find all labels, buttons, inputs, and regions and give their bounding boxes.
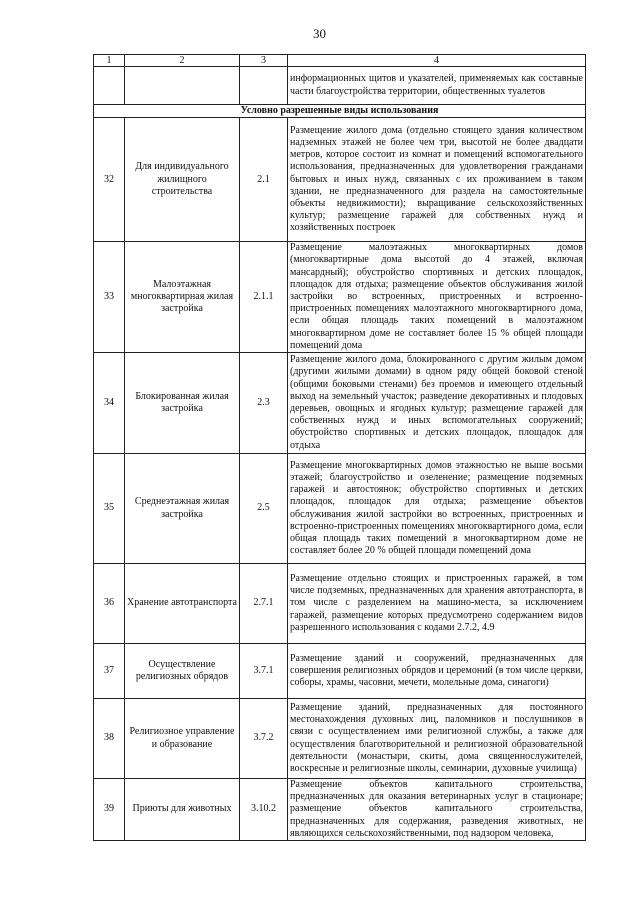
- row-number: 34: [94, 353, 125, 454]
- land-use-table: [93, 54, 586, 841]
- land-use-code: 2.5: [240, 454, 288, 564]
- land-use-description: Размещение объектов капитального строительства, предназначенных для оказания ветеринарных услуг в стационаре; размещение объектов капитального строительства, предназначенных для содержания, разведения животных, не являющихся сельскохозяйственными, под надзором человека,: [288, 779, 586, 841]
- header-cell-name: 2: [125, 55, 240, 67]
- page-number: 30: [313, 26, 326, 41]
- row-number: 33: [94, 242, 125, 353]
- row-number: 39: [94, 779, 125, 841]
- row-number: 32: [94, 118, 125, 242]
- land-use-code: 3.7.1: [240, 644, 288, 699]
- land-use-code: 3.10.2: [240, 779, 288, 841]
- row-number: 38: [94, 699, 125, 779]
- land-use-description: Размещение зданий, предназначенных для постоянного местонахождения духовных лиц, паломников и послушников в связи с осуществлением ими религиозной службы, а также для осуществления благотворительной и религиозной образовательной деятельности (монастыри, скиты, дома священнослужителей, воскресные и религиозные школы, семинарии, духовные училища): [288, 699, 586, 779]
- header-cell-number: 1: [94, 55, 125, 67]
- table-row: [94, 564, 586, 644]
- table-row: [94, 454, 586, 564]
- land-use-code: 2.1: [240, 118, 288, 242]
- continuation-text: информационных щитов и указателей, применяемых как составные части благоустройства территории, общественных туалетов: [288, 67, 586, 105]
- land-use-code: 3.7.2: [240, 699, 288, 779]
- land-use-code: 2.1.1: [240, 242, 288, 353]
- land-use-name: Среднеэтажная жилая застройка: [125, 454, 240, 564]
- land-use-name: Для индивидуального жилищного строительства: [125, 118, 240, 242]
- header-cell-code: 3: [240, 55, 288, 67]
- land-use-description: Размещение отдельно стоящих и пристроенных гаражей, в том числе подземных, предназначенных для хранения автотранспорта, в том числе с разделением на машино-места, за исключением гаражей, размещение которых предусмотрено содержанием видов разрешенного использования с кодами 2.7.2, 4.9: [288, 564, 586, 644]
- section-title: Условно разрешенные виды использования: [94, 105, 586, 118]
- land-use-name: Религиозное управление и образование: [125, 699, 240, 779]
- continuation-row: [94, 67, 586, 105]
- land-use-description: Размещение многоквартирных домов этажностью не выше восьми этажей; благоустройство и озеленение; размещение подземных гаражей и автостоянок; обустройство спортивных и детских площадок, площадок для отдыха; размещение объектов обслуживания жилой застройки во встроенных, пристроенных и встроенно-пристроенных помещениях многоквартирного дома, если общая площадь таких помещений в многоквартирном доме не составляет более 20 % общей площади помещений дома: [288, 454, 586, 564]
- table-row: [94, 699, 586, 779]
- land-use-name: Осуществление религиозных обрядов: [125, 644, 240, 699]
- land-use-name: Малоэтажная многоквартирная жилая застройка: [125, 242, 240, 353]
- land-use-name: Блокированная жилая застройка: [125, 353, 240, 454]
- land-use-code: 2.7.1: [240, 564, 288, 644]
- table-row: [94, 242, 586, 353]
- land-use-code: 2.3: [240, 353, 288, 454]
- table-row: [94, 353, 586, 454]
- land-use-name: Хранение автотранспорта: [125, 564, 240, 644]
- land-use-name: Приюты для животных: [125, 779, 240, 841]
- row-number: 35: [94, 454, 125, 564]
- row-number: 37: [94, 644, 125, 699]
- table-row: [94, 779, 586, 841]
- table-row: [94, 644, 586, 699]
- section-row: [94, 105, 586, 118]
- row-number: 36: [94, 564, 125, 644]
- land-use-description: Размещение жилого дома (отдельно стоящего здания количеством надземных этажей не более чем три, высотой не более двадцати метров, которое состоит из комнат и помещений вспомогательного использования, предназначенных для удовлетворения гражданами бытовых и иных нужд, связанных с их проживанием в таком здании, не предназначенного для раздела на самостоятельные объекты недвижимости); выращивание сельскохозяйственных культур; размещение гаражей для собственных нужд и хозяйственных построек: [288, 118, 586, 242]
- table-row: [94, 118, 586, 242]
- header-cell-description: 4: [288, 55, 586, 67]
- table-header-row: [94, 55, 586, 67]
- land-use-description: Размещение малоэтажных многоквартирных домов (многоквартирные дома высотой до 4 этажей, включая мансардный); обустройство спортивных и детских площадок, площадок для отдыха; размещение объектов обслуживания жилой застройки во встроенных, пристроенных и встроенно-пристроенных помещениях малоэтажного многоквартирного дома, если общая площадь таких помещений в малоэтажном многоквартирном доме не составляет более 15 % общей площади помещений дома: [288, 242, 586, 353]
- land-use-description: Размещение зданий и сооружений, предназначенных для совершения религиозных обрядов и церемоний (в том числе церкви, соборы, храмы, часовни, мечети, молельные дома, синагоги): [288, 644, 586, 699]
- land-use-description: Размещение жилого дома, блокированного с другим жилым домом (другими жилыми домами) в одном ряду общей боковой стеной (общими боковыми стенами) без проемов и имеющего отдельный выход на земельный участок; разведение декоративных и плодовых деревьев, овощных и ягодных культур; размещение гаражей для собственных нужд и иных вспомогательных сооружений; обустройство спортивных и детских площадок, площадок для отдыха: [288, 353, 586, 454]
